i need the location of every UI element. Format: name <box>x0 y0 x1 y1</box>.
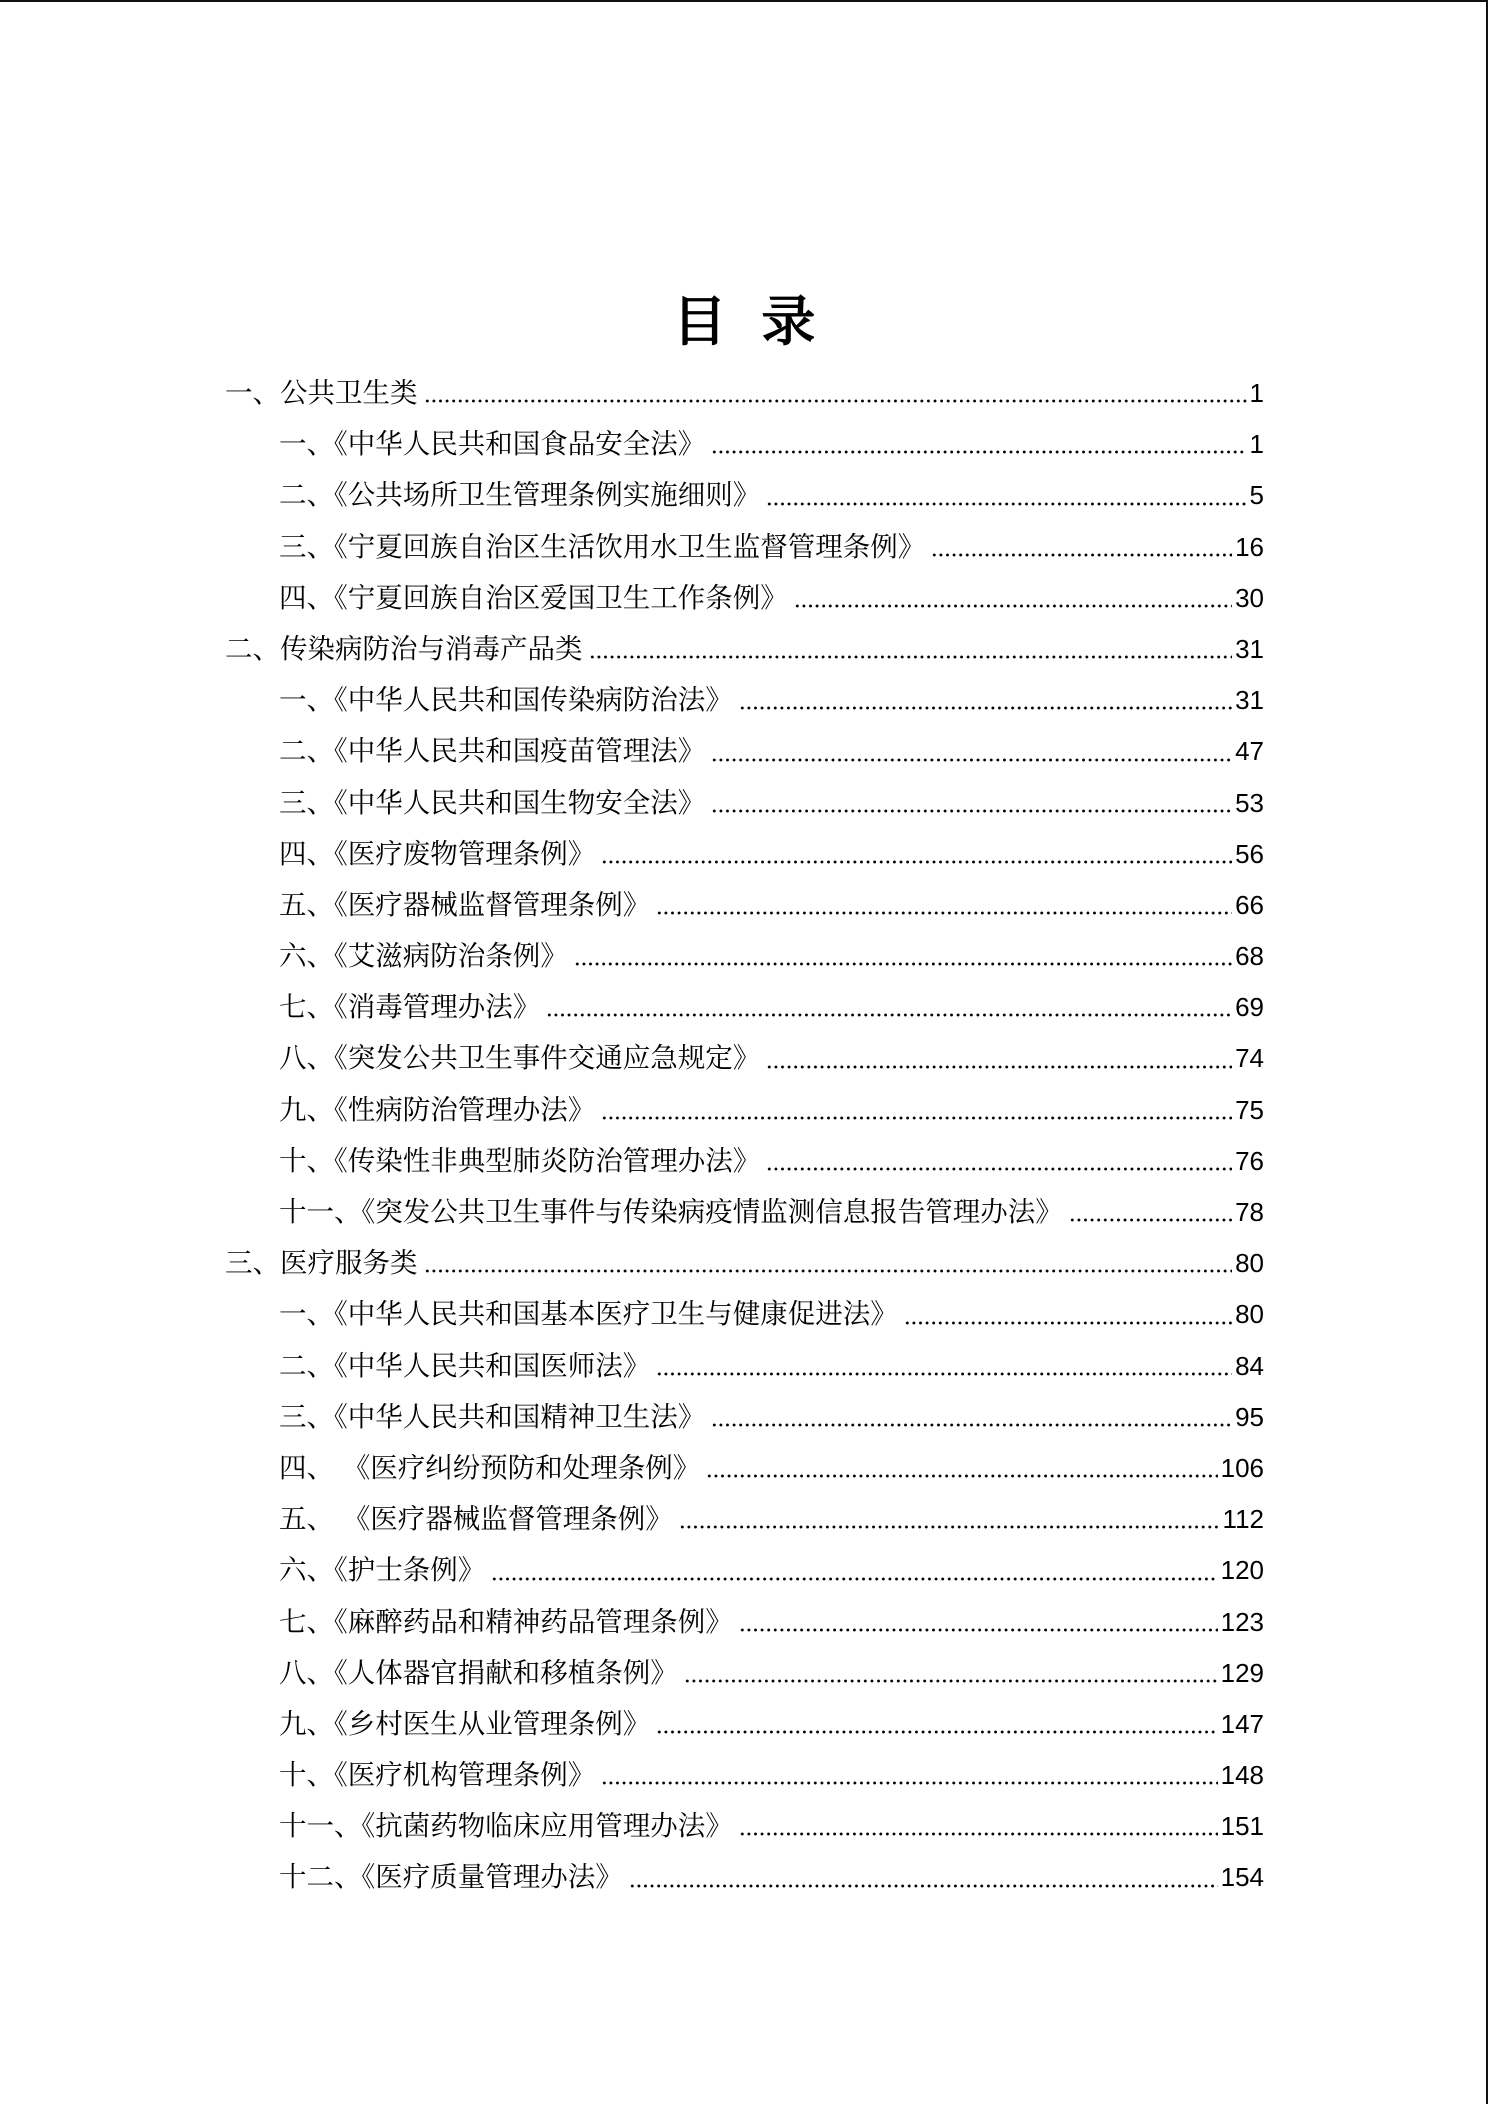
toc-entry-title: 三、《中华人民共和国生物安全法》 <box>279 786 706 819</box>
toc-entry <box>279 675 1264 726</box>
toc-entry-page: 69 <box>1235 992 1264 1023</box>
toc-entry-page: 53 <box>1235 787 1264 818</box>
dot-leader <box>491 1545 1217 1596</box>
toc-section-title: 三、医疗服务类 <box>225 1247 418 1280</box>
toc-entry-page: 151 <box>1220 1811 1264 1842</box>
toc-entry-title: 十一、《突发公共卫生事件与传染病疫情监测信息报告管理办法》 <box>279 1196 1063 1228</box>
toc-entry <box>279 1187 1264 1238</box>
toc-entry-page: 68 <box>1235 941 1264 972</box>
toc-entry-page: 47 <box>1235 736 1264 767</box>
toc-entry-page: 1 <box>1249 429 1264 460</box>
toc-entry <box>279 982 1264 1033</box>
toc-entry <box>279 1443 1264 1494</box>
dot-leader <box>589 624 1233 675</box>
toc-entry-title: 六、《护士条例》 <box>279 1554 486 1587</box>
dot-leader <box>684 1648 1218 1699</box>
toc-entry-title: 一、《中华人民共和国传染病防治法》 <box>279 684 733 717</box>
toc-entry-title: 三、《宁夏回族自治区生活饮用水卫生监督管理条例》 <box>279 530 926 563</box>
dot-leader <box>656 1341 1232 1392</box>
dot-leader <box>739 675 1232 726</box>
toc-entry <box>279 1085 1264 1136</box>
toc-entry-page: 147 <box>1220 1708 1264 1739</box>
toc-entry-page: 74 <box>1235 1043 1264 1074</box>
toc-entry-page: 31 <box>1235 685 1264 716</box>
toc-section-page: 80 <box>1235 1248 1264 1279</box>
toc-entry <box>279 726 1264 777</box>
toc-section-title: 一、公共卫生类 <box>225 377 418 409</box>
toc-entry <box>279 470 1264 521</box>
toc-entry <box>279 1699 1264 1750</box>
toc-entry-title: 四、 《医疗纠纷预防和处理条例》 <box>279 1451 701 1484</box>
toc-entry-page: 148 <box>1220 1760 1264 1791</box>
toc-entry <box>279 1801 1264 1852</box>
toc-section-heading <box>225 368 1264 419</box>
toc-entry-title: 二、《公共场所卫生管理条例实施细则》 <box>279 479 761 512</box>
toc-entry-page: 112 <box>1222 1504 1264 1535</box>
toc-entry-page: 5 <box>1249 480 1264 511</box>
toc-entry-title: 五、 《医疗器械监督管理条例》 <box>279 1503 673 1536</box>
dot-leader <box>904 1289 1232 1340</box>
dot-leader <box>711 419 1246 470</box>
toc-entry <box>279 880 1264 931</box>
toc-entry-title: 二、《中华人民共和国疫苗管理法》 <box>279 735 706 768</box>
dot-leader <box>629 1852 1218 1903</box>
toc-entry-title: 四、《宁夏回族自治区爱国卫生工作条例》 <box>279 581 788 614</box>
dot-leader <box>711 726 1232 777</box>
dot-leader <box>711 1392 1232 1443</box>
toc-entry-page: 154 <box>1220 1862 1264 1893</box>
toc-entry <box>279 1136 1264 1187</box>
dot-leader <box>546 982 1232 1033</box>
dot-leader <box>766 1136 1232 1187</box>
toc-entry <box>279 1392 1264 1443</box>
toc-section-heading <box>225 624 1264 675</box>
dot-leader <box>1069 1187 1232 1238</box>
toc-entry <box>279 829 1264 880</box>
dot-leader <box>711 778 1232 829</box>
toc-entry-title: 九、《性病防治管理办法》 <box>279 1093 596 1126</box>
toc-entry-title: 二、《中华人民共和国医师法》 <box>279 1349 651 1382</box>
toc-entry-page: 30 <box>1235 582 1264 613</box>
toc-entry-title: 一、《中华人民共和国基本医疗卫生与健康促进法》 <box>279 1298 898 1331</box>
dot-leader <box>601 1085 1232 1136</box>
toc-entry-title: 三、《中华人民共和国精神卫生法》 <box>279 1400 706 1433</box>
toc-entry-title: 十、《传染性非典型肺炎防治管理办法》 <box>279 1144 761 1177</box>
dot-leader <box>766 470 1246 521</box>
toc-entry <box>279 1648 1264 1699</box>
toc-entry-page: 66 <box>1235 889 1264 920</box>
dot-leader <box>679 1494 1220 1545</box>
toc-entry-page: 123 <box>1220 1606 1264 1637</box>
dot-leader <box>739 1597 1218 1648</box>
toc-entry-title: 九、《乡村医生从业管理条例》 <box>279 1707 651 1740</box>
dot-leader <box>794 573 1232 624</box>
toc-entry <box>279 1341 1264 1392</box>
toc-entry-page: 16 <box>1235 531 1264 562</box>
toc-entry <box>279 522 1264 573</box>
dot-leader <box>931 522 1232 573</box>
dot-leader <box>424 368 1247 419</box>
toc-entry-title: 七、《麻醉药品和精神药品管理条例》 <box>279 1605 733 1638</box>
toc-section-title: 二、传染病防治与消毒产品类 <box>225 632 583 665</box>
dot-leader <box>601 1750 1217 1801</box>
dot-leader <box>601 829 1232 880</box>
toc-entry-page: 120 <box>1220 1555 1264 1586</box>
dot-leader <box>739 1801 1218 1852</box>
toc-entry-title: 五、《医疗器械监督管理条例》 <box>279 888 651 921</box>
toc-entry-title: 八、《突发公共卫生事件交通应急规定》 <box>279 1042 761 1075</box>
toc-entry <box>279 778 1264 829</box>
toc-entry-title: 十、《医疗机构管理条例》 <box>279 1759 596 1792</box>
toc-section-page: 1 <box>1249 378 1264 408</box>
dot-leader <box>656 1699 1217 1750</box>
toc-entry-page: 78 <box>1235 1197 1264 1227</box>
dot-leader <box>766 1033 1232 1084</box>
toc-entry-page: 76 <box>1235 1145 1264 1176</box>
toc-entry <box>279 1545 1264 1596</box>
toc-entry <box>279 1289 1264 1340</box>
toc-section-heading <box>225 1238 1264 1289</box>
toc-entry-title: 八、《人体器官捐献和移植条例》 <box>279 1656 678 1689</box>
toc-entry-page: 80 <box>1235 1299 1264 1330</box>
toc-entry-title: 七、《消毒管理办法》 <box>279 991 541 1024</box>
toc-entry <box>279 1750 1264 1801</box>
toc-section-page: 31 <box>1235 633 1264 664</box>
toc-entry-page: 106 <box>1220 1452 1264 1483</box>
toc-entry-page: 129 <box>1220 1657 1264 1688</box>
toc-entry <box>279 573 1264 624</box>
toc-entry-page: 84 <box>1235 1350 1264 1381</box>
toc-entry-page: 56 <box>1235 838 1264 869</box>
toc-entry-page: 75 <box>1235 1094 1264 1125</box>
toc-entry <box>279 1597 1264 1648</box>
dot-leader <box>424 1238 1233 1289</box>
toc-entry <box>279 1494 1264 1545</box>
dot-leader <box>656 880 1232 931</box>
toc-entry <box>279 931 1264 982</box>
toc-entry <box>279 1852 1264 1903</box>
toc-entry-title: 六、《艾滋病防治条例》 <box>279 940 568 973</box>
toc-entry-title: 四、《医疗废物管理条例》 <box>279 837 596 870</box>
toc-entry-title: 一、《中华人民共和国食品安全法》 <box>279 428 706 461</box>
toc-entry <box>279 1033 1264 1084</box>
table-of-contents <box>225 368 1264 1904</box>
dot-leader <box>574 931 1232 982</box>
toc-entry-page: 95 <box>1235 1401 1264 1432</box>
page-title: 目 录 <box>672 289 824 353</box>
toc-entry-title: 十二、《医疗质量管理办法》 <box>279 1861 623 1894</box>
toc-entry-title: 十一、《抗菌药物临床应用管理办法》 <box>279 1810 733 1843</box>
toc-entry <box>279 419 1264 470</box>
dot-leader <box>706 1443 1217 1494</box>
